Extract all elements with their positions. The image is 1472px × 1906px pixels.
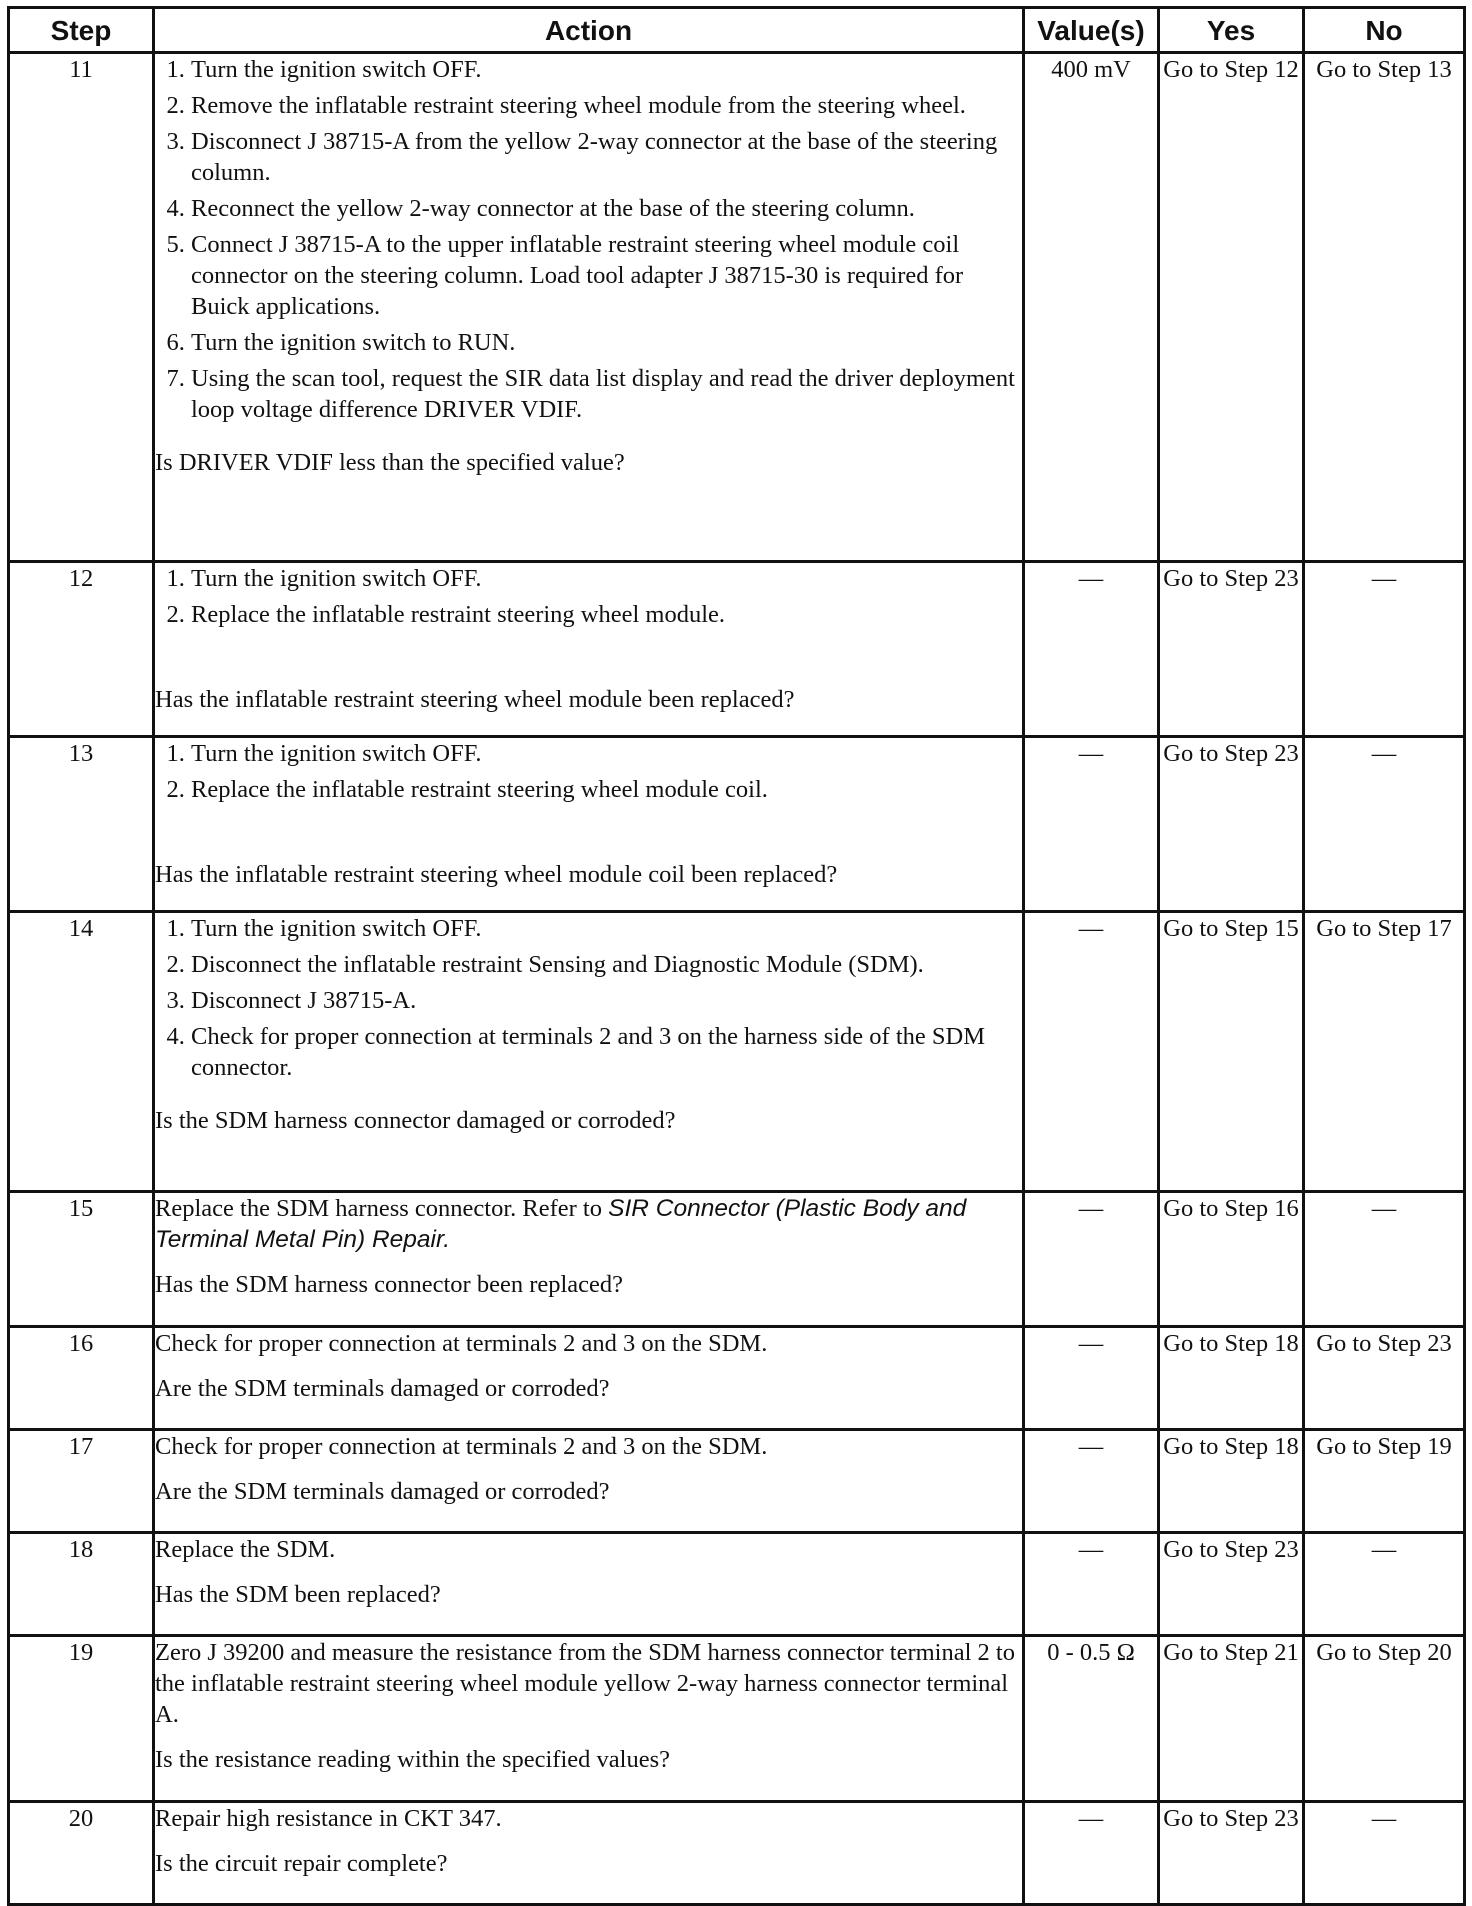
header-step: Step [9, 8, 154, 53]
no-cell: Go to Step 17 [1304, 912, 1465, 1192]
no-cell: Go to Step 13 [1304, 53, 1465, 562]
action-steps [155, 738, 1022, 805]
value-cell: — [1024, 1192, 1159, 1327]
action-step: 7. Using the scan tool, request the SIR data list display and read the driver deployment loop voltage difference DRIVER VDIF. [191, 363, 1022, 425]
action-step: 2. Replace the inflatable restraint steering wheel module. [191, 599, 1022, 630]
action-question: Has the SDM harness connector been replaced? [155, 1271, 624, 1298]
action-cell [154, 1430, 1024, 1533]
yes-cell: Go to Step 15 [1159, 912, 1304, 1192]
action-instruction: Check for proper connection at terminals 2 and 3 on the SDM. [155, 1330, 768, 1357]
no-cell: Go to Step 20 [1304, 1636, 1465, 1802]
action-question: Is the circuit repair complete? [155, 1850, 448, 1877]
no-cell: — [1304, 1192, 1465, 1327]
action-question: Is DRIVER VDIF less than the specified value? [155, 449, 625, 476]
no-cell: Go to Step 23 [1304, 1327, 1465, 1430]
step-number: 11 [9, 53, 154, 562]
yes-cell: Go to Step 21 [1159, 1636, 1304, 1802]
action-cell [154, 53, 1024, 562]
step-number: 18 [9, 1533, 154, 1636]
table-row [9, 1430, 1465, 1533]
action-step: 3. Disconnect J 38715-A from the yellow 2-way connector at the base of the steering column. [191, 126, 1022, 188]
value-cell: — [1024, 562, 1159, 737]
action-question: Has the inflatable restraint steering wheel module been replaced? [155, 686, 795, 713]
yes-cell: Go to Step 12 [1159, 53, 1304, 562]
yes-cell: Go to Step 23 [1159, 562, 1304, 737]
step-number: 17 [9, 1430, 154, 1533]
table-row [9, 1533, 1465, 1636]
step-number: 16 [9, 1327, 154, 1430]
no-cell: — [1304, 562, 1465, 737]
action-step: 4. Reconnect the yellow 2-way connector at the base of the steering column. [191, 193, 1022, 224]
action-question: Has the SDM been replaced? [155, 1581, 441, 1608]
action-step: 1. Turn the ignition switch OFF. [191, 54, 1022, 85]
action-step: 2. Remove the inflatable restraint steering wheel module from the steering wheel. [191, 90, 1022, 121]
action-question: Is the SDM harness connector damaged or corroded? [155, 1107, 676, 1134]
diagnostic-table [7, 6, 1466, 1906]
yes-cell: Go to Step 18 [1159, 1430, 1304, 1533]
action-cell [154, 1192, 1024, 1327]
action-steps [155, 54, 1022, 425]
step-number: 20 [9, 1802, 154, 1905]
action-instruction: Repair high resistance in CKT 347. [155, 1805, 502, 1832]
value-cell: — [1024, 737, 1159, 912]
action-cell [154, 1802, 1024, 1905]
header-row [9, 8, 1465, 53]
action-step: 4. Check for proper connection at terminals 2 and 3 on the harness side of the SDM connector. [191, 1021, 1022, 1083]
value-cell: — [1024, 1802, 1159, 1905]
yes-cell: Go to Step 23 [1159, 1533, 1304, 1636]
action-step: 2. Replace the inflatable restraint steering wheel module coil. [191, 774, 1022, 805]
yes-cell: Go to Step 16 [1159, 1192, 1304, 1327]
action-step: 5. Connect J 38715-A to the upper inflatable restraint steering wheel module coil connector on the steering column. Load tool adapter J 38715-30 is required for Buick applications. [191, 229, 1022, 322]
header-yes: Yes [1159, 8, 1304, 53]
table-row [9, 53, 1465, 562]
value-cell: — [1024, 1430, 1159, 1533]
table-row [9, 1327, 1465, 1430]
action-question: Has the inflatable restraint steering wheel module coil been replaced? [155, 861, 838, 888]
action-cell [154, 1533, 1024, 1636]
value-cell: — [1024, 1327, 1159, 1430]
action-steps [155, 563, 1022, 630]
action-cell [154, 562, 1024, 737]
action-question: Are the SDM terminals damaged or corroded? [155, 1375, 610, 1402]
instruction-text: Replace the SDM harness connector. Refer to [155, 1195, 602, 1222]
value-cell: 0 - 0.5 Ω [1024, 1636, 1159, 1802]
action-cell [154, 1636, 1024, 1802]
value-cell: 400 mV [1024, 53, 1159, 562]
value-cell: — [1024, 1533, 1159, 1636]
table-row [9, 737, 1465, 912]
yes-cell: Go to Step 18 [1159, 1327, 1304, 1430]
yes-cell: Go to Step 23 [1159, 1802, 1304, 1905]
action-steps [155, 913, 1022, 1083]
table-row [9, 1802, 1465, 1905]
step-number: 12 [9, 562, 154, 737]
step-number: 19 [9, 1636, 154, 1802]
action-step: 1. Turn the ignition switch OFF. [191, 913, 1022, 944]
yes-cell: Go to Step 23 [1159, 737, 1304, 912]
table-row [9, 1192, 1465, 1327]
action-step: 6. Turn the ignition switch to RUN. [191, 327, 1022, 358]
action-instruction: Zero J 39200 and measure the resistance from the SDM harness connector terminal 2 to the inflatable restraint steering wheel module yellow 2-way harness connector terminal A. [155, 1639, 1015, 1728]
action-cell [154, 737, 1024, 912]
action-instruction: Replace the SDM. [155, 1536, 336, 1563]
no-cell: — [1304, 1802, 1465, 1905]
action-cell [154, 1327, 1024, 1430]
action-question: Is the resistance reading within the specified values? [155, 1746, 670, 1773]
value-cell: — [1024, 912, 1159, 1192]
action-step: 1. Turn the ignition switch OFF. [191, 563, 1022, 594]
action-step: 1. Turn the ignition switch OFF. [191, 738, 1022, 769]
action-question: Are the SDM terminals damaged or corroded? [155, 1478, 610, 1505]
table-row [9, 562, 1465, 737]
header-action: Action [154, 8, 1024, 53]
step-number: 13 [9, 737, 154, 912]
no-cell: Go to Step 19 [1304, 1430, 1465, 1533]
action-cell [154, 912, 1024, 1192]
action-instruction: Check for proper connection at terminals 2 and 3 on the SDM. [155, 1433, 768, 1460]
no-cell: — [1304, 1533, 1465, 1636]
no-cell: — [1304, 737, 1465, 912]
header-value: Value(s) [1024, 8, 1159, 53]
header-no: No [1304, 8, 1465, 53]
action-step: 2. Disconnect the inflatable restraint Sensing and Diagnostic Module (SDM). [191, 949, 1022, 980]
repair-reference: SIR Connector (Plastic Body and Terminal Metal Pin) Repair. [155, 1195, 967, 1253]
step-number: 15 [9, 1192, 154, 1327]
step-number: 14 [9, 912, 154, 1192]
action-step: 3. Disconnect J 38715-A. [191, 985, 1022, 1016]
action-instruction [155, 1193, 1022, 1255]
table-row [9, 1636, 1465, 1802]
table-row [9, 912, 1465, 1192]
